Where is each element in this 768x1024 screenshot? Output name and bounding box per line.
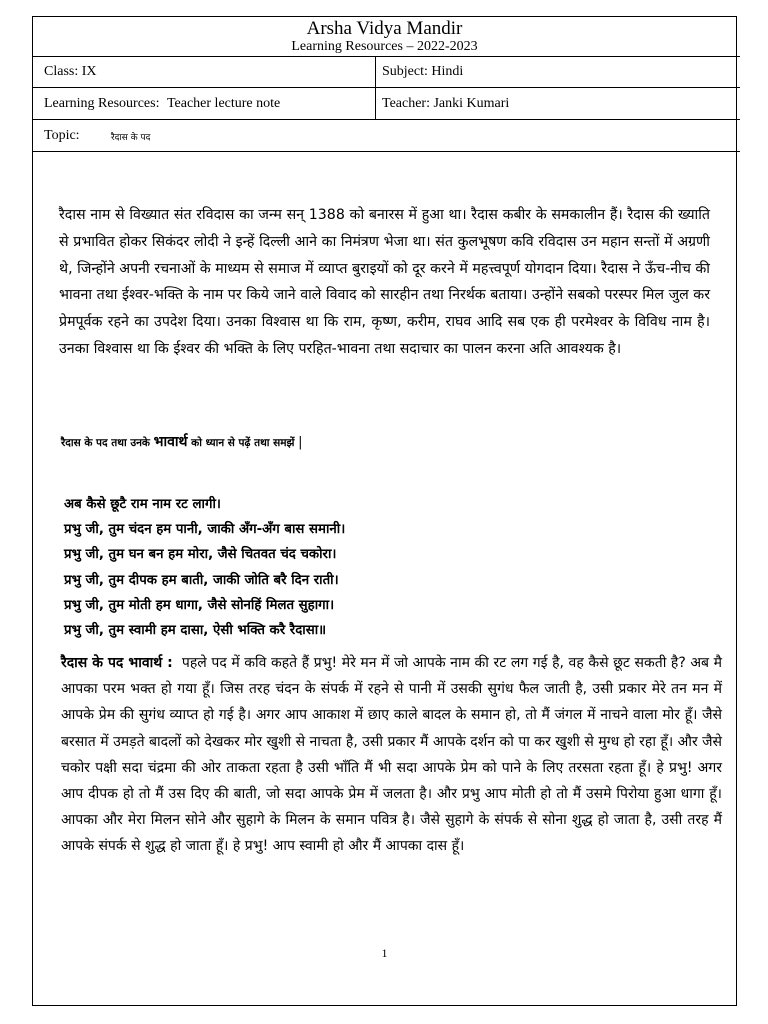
- subject-label: Subject: Hindi: [382, 64, 464, 79]
- intro-paragraph: रैदास नाम से विख्यात संत रविदास का जन्म सन् 1388 को बनारस में हुआ था। रैदास कबीर के समकालीन हैं। रैदास की ख्याति से प्रभावित होकर सिकंदर लोदी ने इन्हें दिल्ली आने का निमंत्रण भेजा था। संत कुलभूषण कवि रविदास उन महान सन्तों में अग्रणी थे, जिन्होंने अपनी रचनाओं के माध्यम से समाज में व्याप्त बुराइयों को दूर करने में महत्त्वपूर्ण योगदान दिया। रैदास ने ऊँच-नीच की भावना तथा ईश्वर-भक्ति के नाम पर किये जाने वाले विवाद को सारहीन तथा निरर्थक बताया। उन्होंने सबको परस्पर मिल जुल कर प्रेमपूर्वक रहने का उपदेश दिया। उनका विश्वास था कि राम, कृष्ण, करीम, राघव आदि सब एक ही परमेश्वर के विविध नाम है। उनका विश्वास था कि ईश्वर की भक्ति के लिए परहित-भावना तथा सदाचार का पालन करना अति आवश्यक है।: [59, 207, 710, 357]
- table-column-divider: [375, 56, 376, 119]
- instruction-text-2: को ध्यान से पढ़ें तथा समझें: [187, 437, 295, 449]
- instruction-text-1: रैदास के पद तथा उनके: [61, 437, 154, 449]
- poem-line: अब कैसे छूटै राम नाम रट लागी।: [64, 497, 221, 512]
- table-rule-row2: [32, 119, 740, 120]
- poem: [64, 492, 714, 643]
- poem-line: प्रभु जी, तुम दीपक हम बाती, जाकी जोति बरै दिन राती।: [64, 572, 339, 588]
- class-label: Class: IX: [44, 64, 97, 79]
- learning-resources-cell: [44, 95, 280, 113]
- table-rule-top: [32, 56, 740, 57]
- table-rule-row1: [32, 87, 740, 88]
- bhavarth-paragraph: [61, 650, 722, 860]
- poem-line: प्रभु जी, तुम मोती हम धागा, जैसे सोनहिं मिलत सुहागा।: [64, 597, 335, 613]
- document-subtitle: Learning Resources – 2022-2023: [291, 39, 478, 54]
- bhavarth-text: पहले पद में कवि कहते हैं प्रभु! मेरे मन में जो आपके नाम की रट लग गई है, वह कैसे छूट सकती है? अब मै आपका परम भक्त हो गया हूँ। जिस तरह चंदन के संपर्क में रहने से पानी में उसकी सुगंध फैल जाती है, उसी प्रकार मेरे तन मन में आपके प्रेम की सुगंध व्याप्त हो गई है। अगर आप आकाश में छाए काले बादल के समान हो, तो मैं जंगल में नाचने वाला मोर हूँ। जैसे बरसात में उमड़ते बादलों को देखकर मोर खुशी से नाचता है, उसी प्रकार मैं आपके दर्शन को पा कर खुशी से मुग्ध हो रहा हूँ। और जैसे चकोर पक्षी सदा चंद्रमा की ओर ताकता रहता है उसी भाँति मैं भी सदा आपके प्रेम को पाने के लिए तरसता रहता हूँ। हे प्रभु! अगर आप दीपक हो तो मैं उस दिए की बाती, जो सदा आपके प्रेम में जलता है। और प्रभु आप मोती हो तो मैं उसमे पिरोया हुआ धागा हूँ। आपका और मेरा मिलन सोने और सुहागे के मिलन के समान पवित्र है। जैसे सुहागे के संपर्क से सोना शुद्ध हो जाता है, उसी तरह मैं आपके संपर्क से शुद्ध हो जाता हूँ। हे प्रभु! आप स्वामी हो और मैं आपका दास हूँ।: [61, 655, 722, 855]
- page-number: 1: [381, 946, 388, 960]
- poem-line: प्रभु जी, तुम चंदन हम पानी, जाकी अँग-अँग बास समानी।: [64, 522, 346, 538]
- bhavarth-label: रैदास के पद भावार्थ :: [61, 655, 173, 671]
- learning-resources-value: Teacher lecture note: [166, 96, 281, 111]
- school-name: Arsha Vidya Mandir: [306, 18, 463, 39]
- reading-instruction: [61, 432, 701, 453]
- poem-line: प्रभु जी, तुम घन बन हम मोरा, जैसे चितवत चंद चकोरा।: [64, 547, 337, 563]
- table-rule-row3: [32, 151, 740, 152]
- teacher-label: Teacher: Janki Kumari: [382, 96, 510, 111]
- instruction-emphasis: भावार्थ: [153, 434, 188, 450]
- topic-value: रैदास के पद: [111, 133, 151, 143]
- instruction-bar: |: [298, 435, 303, 450]
- topic-label: Topic:: [44, 128, 80, 143]
- learning-resources-label: Learning Resources:: [44, 96, 160, 111]
- poem-line: प्रभु जी, तुम स्वामी हम दासा, ऐसी भक्ति करै रैदासा॥: [64, 623, 327, 639]
